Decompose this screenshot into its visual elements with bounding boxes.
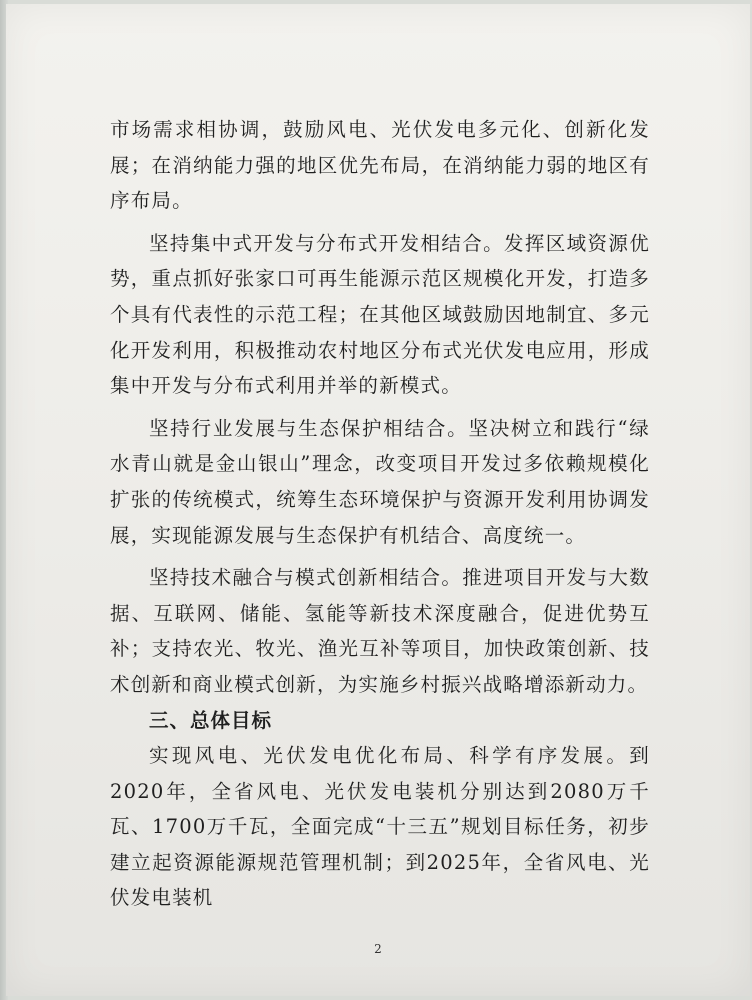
paragraph-centralized-distributed: 坚持集中式开发与分布式开发相结合。发挥区域资源优势，重点抓好张家口可再生能源示范区规模化开发，打造多个具有代表性的示范工程；在其他区域鼓励因地制宜、多元化开发利用，积极推动农村地区分布式光伏发电应用，形成集中开发与分布式利用并举的新模式。 — [110, 231, 650, 398]
paragraph-ecological-protection: 坚持行业发展与生态保护相结合。坚决树立和践行“绿水青山就是金山银山”理念，改变项目开发过多依赖规模化扩张的传统模式，统筹生态环境保护与资源开发利用协调发展，实现能源发展与生态保护有机结合、高度统一。 — [110, 416, 650, 547]
section-heading-overall-goals: 三、总体目标 — [149, 708, 273, 732]
paragraph-overall-goals: 实现风电、光伏发电优化布局、科学有序发展。到2020年，全省风电、光伏发电装机分别达到2080万千瓦、1700万千瓦，全面完成“十三五”规划目标任务，初步建立起资源能源规范管理机制；到2025年，全省风电、光伏发电装机 — [110, 744, 650, 910]
page-number: 2 — [374, 942, 382, 956]
paragraph-market-demand: 市场需求相协调，鼓励风电、光伏发电多元化、创新化发展；在消纳能力强的地区优先布局，在消纳能力弱的地区有序布局。 — [110, 118, 650, 213]
document-page — [6, 4, 750, 996]
body-text — [110, 112, 650, 916]
paragraph-technology-innovation: 坚持技术融合与模式创新相结合。推进项目开发与大数据、互联网、储能、氢能等新技术深度融合，促进优势互补；支持农光、牧光、渔光互补等项目，加快政策创新、技术创新和商业模式创新，为实施乡村振兴战略增添新动力。 — [110, 566, 650, 696]
